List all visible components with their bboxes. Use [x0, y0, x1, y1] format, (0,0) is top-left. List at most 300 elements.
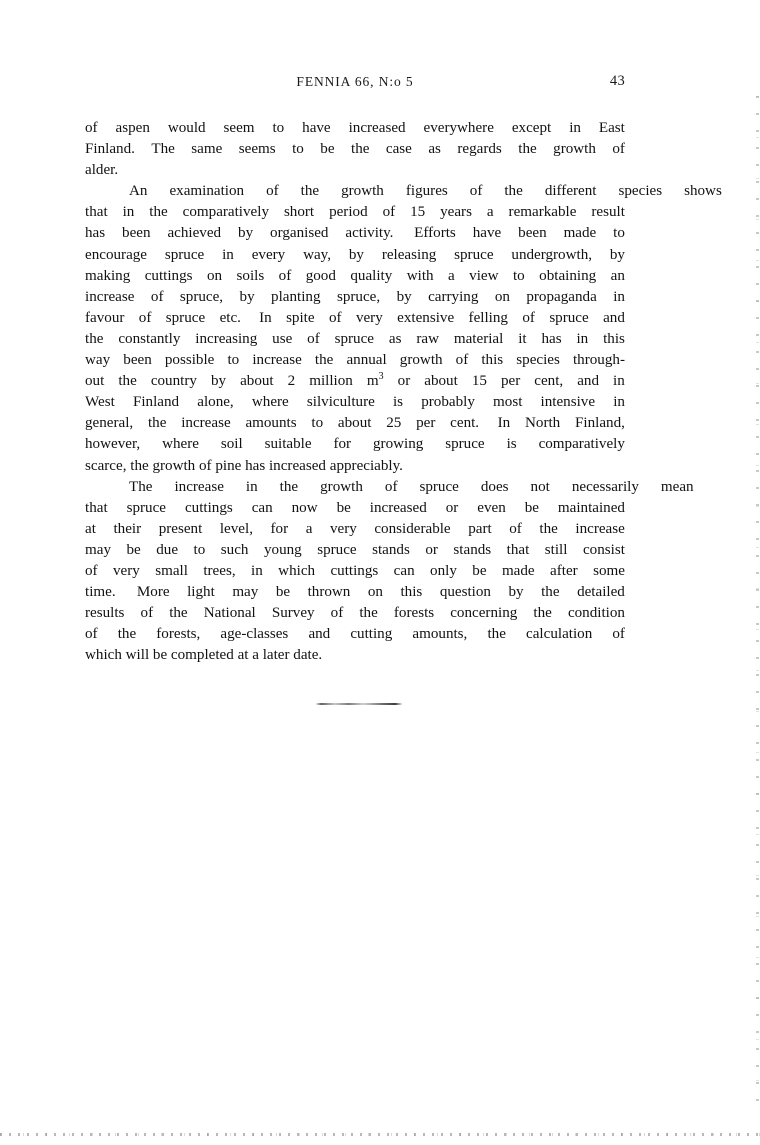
word: with	[406, 267, 434, 284]
word: of	[382, 204, 396, 221]
word: results	[85, 605, 125, 622]
word: in	[122, 204, 135, 221]
word: 25	[386, 415, 402, 432]
word: comparatively	[538, 436, 625, 453]
text-line	[85, 413, 625, 434]
word: necessarily	[571, 478, 639, 495]
word: soils	[236, 267, 265, 284]
word: growth	[341, 183, 384, 200]
word: growing	[373, 436, 424, 453]
word: question	[439, 584, 491, 601]
running-head-title: FENNIA 66, N:o 5	[296, 74, 414, 89]
word: of	[330, 605, 344, 622]
word: general,	[85, 415, 134, 432]
word: can	[251, 499, 273, 516]
word: of	[307, 330, 320, 347]
word: the	[518, 141, 537, 158]
word: view	[469, 267, 499, 284]
word: through-	[572, 352, 625, 369]
word: of	[85, 562, 98, 579]
scan-artifact-right-edge	[756, 96, 759, 1116]
word: increase	[252, 352, 302, 369]
word: now	[291, 499, 318, 516]
text-line	[85, 392, 625, 413]
text-line	[85, 287, 625, 308]
word: be	[336, 499, 351, 516]
word: spruce	[454, 246, 494, 263]
word: can	[393, 562, 415, 579]
word: soil	[220, 436, 243, 453]
word: about	[337, 415, 372, 432]
word: as	[428, 141, 441, 158]
word: however,	[85, 436, 141, 453]
word: way,	[303, 246, 332, 263]
text-line	[85, 308, 625, 329]
word: considerable	[374, 520, 451, 537]
word: possible	[164, 352, 215, 369]
word: etc.	[219, 309, 245, 326]
word: short	[283, 204, 315, 221]
word: felling	[468, 309, 508, 326]
word: of	[140, 605, 154, 622]
text-line: scarce, the growth of pine has increased appreciably.	[85, 457, 403, 474]
word: Efforts	[414, 225, 456, 242]
word: thrown	[307, 584, 351, 601]
word: after	[550, 562, 578, 579]
word: very	[112, 562, 140, 579]
word: achieved	[167, 225, 222, 242]
word: would	[167, 120, 206, 136]
word: amounts	[245, 415, 297, 432]
word: undergrowth,	[511, 246, 593, 263]
word: at	[85, 520, 96, 537]
word: that	[85, 204, 108, 221]
word: 2	[287, 373, 296, 390]
word: the	[359, 605, 378, 622]
word: may	[85, 541, 111, 558]
word: been	[123, 352, 152, 369]
word: some	[593, 562, 625, 579]
word: to	[613, 225, 625, 242]
word: level,	[219, 520, 253, 537]
word: of	[612, 141, 625, 158]
text-line	[85, 329, 625, 350]
word: be	[320, 141, 335, 158]
word: in	[222, 246, 234, 263]
word: increase	[174, 478, 224, 495]
word: in	[576, 330, 589, 347]
word: that	[85, 499, 108, 516]
word: on	[367, 584, 383, 601]
word: to	[311, 415, 324, 432]
word: spruce	[334, 330, 375, 347]
word: spite	[286, 309, 315, 326]
word: comparatively	[182, 204, 269, 221]
word: cent.	[450, 415, 483, 432]
running-head	[85, 74, 625, 94]
word: a	[448, 267, 455, 284]
word: cuttings	[144, 267, 193, 284]
word: to	[193, 541, 206, 558]
word: the	[149, 204, 168, 221]
para-examination	[85, 181, 722, 476]
word: most	[493, 394, 523, 411]
text-line	[85, 519, 625, 540]
word: East	[598, 120, 625, 136]
word: only	[430, 562, 457, 579]
word: of	[150, 288, 164, 305]
word: very	[329, 520, 357, 537]
word: that	[506, 541, 530, 558]
word: even	[477, 499, 506, 516]
word: on	[206, 267, 223, 284]
word: 15	[410, 204, 426, 221]
word: suitable	[264, 436, 312, 453]
text-line	[85, 350, 625, 371]
word: very	[355, 309, 383, 326]
word: of	[328, 309, 342, 326]
word: to	[512, 267, 525, 284]
section-end-rule	[316, 703, 402, 705]
text-line	[85, 139, 625, 160]
word: or	[425, 541, 438, 558]
word: been	[122, 225, 151, 242]
word: encourage	[85, 246, 148, 263]
text-line	[85, 118, 625, 139]
word: figures	[405, 183, 448, 200]
word: age-classes	[220, 626, 289, 643]
word: In	[497, 415, 511, 432]
word: way	[85, 352, 111, 369]
word: planting	[271, 288, 321, 305]
word: where	[251, 394, 289, 411]
word: the	[533, 605, 552, 622]
word: the	[147, 415, 167, 432]
word: of	[522, 309, 535, 326]
word: West	[85, 394, 115, 411]
word: Finland,	[575, 415, 625, 432]
word: the	[314, 352, 334, 369]
word: been	[518, 225, 547, 242]
word: due	[156, 541, 179, 558]
word: light	[187, 584, 215, 601]
word: Finland.	[85, 141, 135, 158]
word: alone,	[197, 394, 234, 411]
word: increased	[369, 499, 427, 516]
word: of	[266, 183, 279, 200]
word: More	[136, 584, 170, 601]
word: the	[539, 520, 558, 537]
word: period	[329, 204, 368, 221]
word: this	[603, 330, 625, 347]
word: Finland	[132, 394, 180, 411]
word: stands	[372, 541, 410, 558]
text-line	[85, 371, 625, 392]
word: in	[613, 394, 625, 411]
word: out	[85, 373, 105, 390]
word: cent,	[534, 373, 564, 390]
word: have	[302, 120, 331, 136]
word: present	[158, 520, 203, 537]
word: a	[486, 204, 494, 221]
word: carrying	[428, 288, 479, 305]
word: where	[162, 436, 199, 453]
word: per	[416, 415, 436, 432]
word: aspen	[115, 120, 150, 136]
word: of	[469, 183, 483, 200]
word: spruce	[549, 309, 589, 326]
word: amounts,	[412, 626, 468, 643]
word: calculation	[526, 626, 593, 643]
word: of	[509, 520, 522, 537]
word: In	[259, 309, 272, 326]
word: making	[85, 267, 131, 284]
word: the	[504, 183, 523, 200]
word: An	[129, 183, 148, 200]
word: to	[272, 120, 285, 136]
word: propaganda	[526, 288, 597, 305]
word: per	[500, 373, 521, 390]
word: the	[85, 330, 104, 347]
word: increasing	[195, 330, 258, 347]
word: part	[468, 520, 492, 537]
word: their	[113, 520, 142, 537]
word: cuttings	[330, 562, 379, 579]
word: this	[481, 352, 504, 369]
word: and	[577, 373, 600, 390]
word: increased	[348, 120, 406, 136]
word: remarkable	[508, 204, 577, 221]
word: this	[400, 584, 423, 601]
word: for	[270, 520, 289, 537]
word: is	[506, 436, 517, 453]
word: of	[138, 309, 152, 326]
word: a	[305, 520, 313, 537]
word: the	[117, 626, 137, 643]
word: made	[563, 225, 597, 242]
word: to	[227, 352, 240, 369]
word: such	[220, 541, 249, 558]
word: probably	[421, 394, 475, 411]
word: of	[384, 478, 398, 495]
word: stands	[453, 541, 492, 558]
word: has	[85, 225, 106, 242]
word: by	[508, 584, 524, 601]
word: cuttings	[184, 499, 233, 516]
word: has	[541, 330, 562, 347]
word: be	[472, 562, 487, 579]
word: case	[385, 141, 412, 158]
word: consist	[582, 541, 625, 558]
word: raw	[416, 330, 439, 347]
word: growth	[553, 141, 596, 158]
word: in	[245, 478, 258, 495]
word: the	[300, 183, 320, 200]
word: constantly	[118, 330, 181, 347]
word: be	[275, 584, 291, 601]
page-number: 43	[609, 73, 625, 89]
text-line	[85, 434, 625, 455]
word: by	[238, 225, 254, 242]
word: quality	[350, 267, 393, 284]
word: trees,	[203, 562, 236, 579]
word: time.	[85, 584, 120, 601]
word: National	[203, 605, 256, 622]
word: have	[472, 225, 502, 242]
word: species	[618, 183, 663, 200]
word: shows	[684, 183, 722, 200]
word: except	[511, 120, 552, 136]
superscript-three: 3	[378, 371, 384, 383]
word: be	[126, 541, 141, 558]
word: of	[612, 626, 625, 643]
word: about	[424, 373, 458, 390]
word: examination	[169, 183, 245, 200]
text-line	[85, 540, 625, 561]
word: releasing	[381, 246, 437, 263]
text-line	[85, 582, 625, 603]
word: growth	[399, 352, 443, 369]
word: is	[392, 394, 404, 411]
word: by	[396, 288, 412, 305]
word: Survey	[271, 605, 315, 622]
word: everywhere	[423, 120, 494, 136]
word: may	[232, 584, 259, 601]
word: concerning	[450, 605, 518, 622]
word: in	[613, 373, 625, 390]
word: result	[591, 204, 625, 221]
word: every	[251, 246, 286, 263]
word: small	[155, 562, 188, 579]
word: increase	[181, 415, 231, 432]
para-aspen	[85, 118, 625, 181]
word: spruce	[419, 478, 459, 495]
text-line	[85, 624, 625, 645]
word: seems	[238, 141, 276, 158]
word: years	[440, 204, 472, 221]
word: spruce,	[179, 288, 224, 305]
word: extensive	[397, 309, 455, 326]
word: million	[309, 373, 353, 390]
word: use	[272, 330, 293, 347]
word: spruce,	[336, 288, 381, 305]
word: regards	[457, 141, 502, 158]
word: increase	[85, 288, 135, 305]
word: be	[524, 499, 539, 516]
word: obtaining	[539, 267, 597, 284]
word: material	[453, 330, 504, 347]
text-line	[85, 181, 722, 202]
word: does	[480, 478, 509, 495]
word: of	[455, 352, 469, 369]
word: young	[263, 541, 302, 558]
text-line	[85, 498, 625, 519]
word: still	[544, 541, 568, 558]
word: an	[610, 267, 625, 284]
word: same	[191, 141, 223, 158]
word: seem	[223, 120, 255, 136]
word: favour	[85, 309, 125, 326]
word: for	[333, 436, 352, 453]
text-line	[85, 603, 625, 624]
text-line	[85, 223, 625, 244]
word: the	[541, 584, 560, 601]
word: not	[530, 478, 550, 495]
word: the	[169, 605, 188, 622]
word: by	[348, 246, 364, 263]
word: in	[251, 562, 263, 579]
word: The	[129, 478, 153, 495]
word: spruce	[126, 499, 166, 516]
word: as	[388, 330, 402, 347]
word: species	[516, 352, 560, 369]
word: activity.	[345, 225, 398, 242]
word: growth	[320, 478, 363, 495]
text-line: alder.	[85, 162, 119, 179]
word: and	[603, 309, 625, 326]
word: about	[240, 373, 274, 390]
word: forests	[393, 605, 435, 622]
word: of	[85, 120, 98, 136]
word: spruce	[164, 246, 205, 263]
word: detailed	[577, 584, 625, 601]
word: mean	[660, 478, 694, 495]
text-line: which will be completed at a later date.	[85, 647, 323, 664]
word: maintained	[557, 499, 625, 516]
text-line	[85, 266, 625, 287]
word: by	[609, 246, 625, 263]
word: different	[544, 183, 597, 200]
word: made	[501, 562, 535, 579]
word: and	[308, 626, 331, 643]
para-increase	[85, 477, 694, 667]
text-line	[85, 245, 625, 266]
text-line	[85, 561, 625, 582]
word: intensive	[540, 394, 596, 411]
text-line	[85, 477, 694, 498]
word: the	[279, 478, 299, 495]
word: forests,	[156, 626, 201, 643]
word: North	[525, 415, 561, 432]
word: in	[569, 120, 581, 136]
word: organised	[270, 225, 329, 242]
word: spruce	[165, 309, 206, 326]
word: the	[351, 141, 370, 158]
text-line	[85, 202, 625, 223]
word: in	[613, 288, 625, 305]
word: increase	[575, 520, 625, 537]
word: by	[239, 288, 255, 305]
word: spruce	[445, 436, 485, 453]
word: of	[85, 626, 98, 643]
word: of	[278, 267, 292, 284]
word: cutting	[350, 626, 393, 643]
word: 15	[471, 373, 487, 390]
word: which	[278, 562, 316, 579]
word: on	[494, 288, 510, 305]
word: the	[118, 373, 137, 390]
body-text	[85, 118, 722, 666]
word: annual	[346, 352, 387, 369]
word: or	[397, 373, 411, 390]
word: The	[151, 141, 175, 158]
word: condition	[567, 605, 625, 622]
word: spruce	[317, 541, 357, 558]
word: to	[292, 141, 304, 158]
word: silviculture	[306, 394, 375, 411]
word: good	[305, 267, 336, 284]
word: it	[518, 330, 527, 347]
